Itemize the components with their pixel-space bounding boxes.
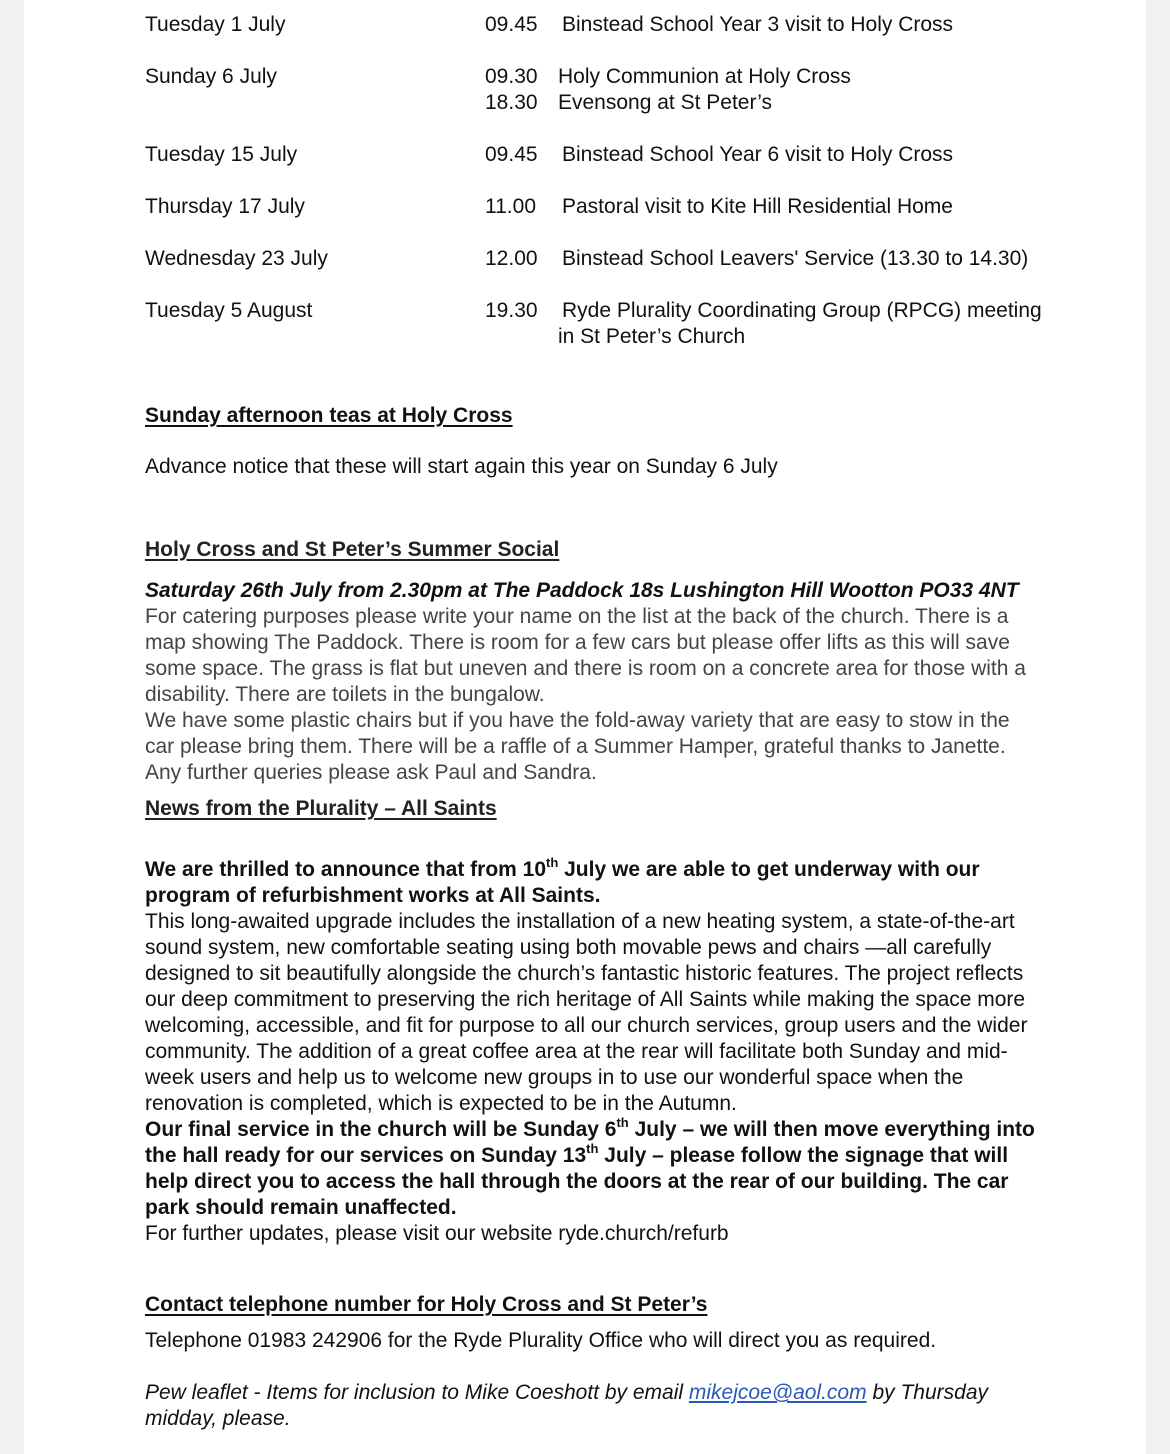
news-line: renovation is completed, which is expected to be in the Autumn. [145,1092,737,1115]
news-line: week users and help us to welcome new groups in to use our wonderful space when the [145,1066,964,1089]
news-text: Our final service in the church will be Sunday 6 [145,1118,617,1141]
schedule-description: Holy Communion at Holy Cross [558,65,851,88]
news-text: July – please follow the signage that will [598,1144,1009,1167]
schedule-description: Binstead School Leavers' Service (13.30 to 14.30) [562,247,1029,270]
pew-text: Pew leaflet - Items for inclusion to Mike Coeshott by email [145,1381,689,1404]
social-heading: Holy Cross and St Peter’s Summer Social [145,538,560,561]
schedule-time: 19.30 [485,299,538,322]
schedule-description: Pastoral visit to Kite Hill Residential Home [562,195,953,218]
news-text: July we are able to get underway with our [558,858,980,881]
contact-heading: Contact telephone number for Holy Cross and St Peter’s [145,1293,708,1316]
schedule-time: 09.45 [485,13,538,36]
news-line: designed to sit beautifully alongside the church’s fantastic historic features. The project reflects [145,962,1024,985]
news-text: July – we will then move everything into [628,1118,1035,1141]
news-final-service-line: park should remain unaffected. [145,1196,457,1219]
schedule-time: 18.30 [485,91,538,114]
pew-leaflet-note-line2: midday, please. [145,1407,291,1430]
document-page [24,0,1146,1454]
teas-body: Advance notice that these will start again this year on Sunday 6 July [145,455,778,478]
ordinal-suffix: th [546,855,559,870]
pew-leaflet-note [145,1380,988,1406]
social-line: For catering purposes please write your name on the list at the back of the church. There is a [145,605,1009,628]
social-subheading: Saturday 26th July from 2.30pm at The Paddock 18s Lushington Hill Wootton PO33 4NT [145,579,1019,602]
email-link[interactable]: mikejcoe@aol.com [688,1381,867,1404]
news-text: We are thrilled to announce that from 10 [145,858,547,881]
social-line: car please bring them. There will be a raffle of a Summer Hamper, grateful thanks to Janette. [145,735,1006,758]
schedule-date: Tuesday 15 July [145,143,298,166]
schedule-date: Sunday 6 July [145,65,277,88]
social-line: Any further queries please ask Paul and Sandra. [145,761,597,784]
news-line: welcoming, accessible, and fit for purpose to all our church services, group users and the wider [145,1014,1028,1037]
news-updates-line: For further updates, please visit our website ryde.church/refurb [145,1222,729,1245]
schedule-time: 11.00 [485,195,536,218]
news-line: This long-awaited upgrade includes the installation of a new heating system, a state-of-the-art [145,910,1015,933]
schedule-description: Evensong at St Peter’s [558,91,773,114]
news-announcement-line [145,857,980,883]
schedule-date: Tuesday 5 August [145,299,313,322]
contact-body: Telephone 01983 242906 for the Ryde Plurality Office who will direct you as required. [145,1329,937,1352]
schedule-date: Wednesday 23 July [145,247,328,270]
news-line: community. The addition of a great coffee area at the rear will facilitate both Sunday and mid- [145,1040,1008,1063]
schedule-description-continued: in St Peter’s Church [558,325,746,348]
schedule-date: Tuesday 1 July [145,13,286,36]
social-line: disability. There are toilets in the bungalow. [145,683,545,706]
social-line: map showing The Paddock. There is room for a few cars but please offer lifts as this will save [145,631,1010,654]
news-final-service-line [145,1117,1035,1143]
ordinal-suffix: th [586,1141,599,1156]
news-final-service-line [145,1143,1008,1169]
news-line: sound system, new comfortable seating using both movable pews and chairs —all carefully [145,936,992,959]
schedule-description: Binstead School Year 3 visit to Holy Cross [562,13,954,36]
news-heading: News from the Plurality – All Saints [145,797,497,820]
ordinal-suffix: th [616,1115,629,1130]
schedule-description: Binstead School Year 6 visit to Holy Cross [562,143,954,166]
pew-text: by Thursday [866,1381,988,1404]
teas-heading: Sunday afternoon teas at Holy Cross [145,404,513,427]
social-line: some space. The grass is flat but uneven and there is room on a concrete area for those with a [145,657,1026,680]
schedule-description: Ryde Plurality Coordinating Group (RPCG) meeting [562,299,1042,322]
schedule-time: 09.45 [485,143,538,166]
schedule-time: 12.00 [485,247,538,270]
news-line: our deep commitment to preserving the rich heritage of All Saints while making the space more [145,988,1026,1011]
news-announcement-line: program of refurbishment works at All Saints. [145,884,601,907]
social-line: We have some plastic chairs but if you have the fold-away variety that are easy to stow in the [145,709,1010,732]
schedule-time: 09.30 [485,65,538,88]
news-final-service-line: help direct you to access the hall through the doors at the rear of our building. The car [145,1170,1009,1193]
news-text: the hall ready for our services on Sunday 13 [145,1144,587,1167]
schedule-date: Thursday 17 July [145,195,305,218]
